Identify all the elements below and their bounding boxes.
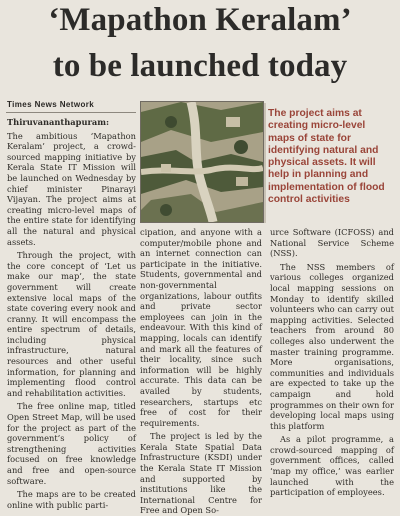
- paragraph: urce Software (ICFOSS) and National Service Scheme (NSS).: [270, 227, 394, 259]
- aerial-map-photo-icon: [140, 101, 264, 223]
- article-column-1: [7, 117, 136, 510]
- pull-quote-bar: [264, 103, 266, 223]
- paragraph: Through the project, with the core concept of ‘Let us make our map’, the state government will create extensive local maps of the state covering every nook and cranny. It will encompass the entire spectrum of details, including physical infrastructure, natural resources and other useful information, for planning and implementing flood control and rehabilitation activities.: [7, 250, 136, 398]
- pull-quote: The project aims at creating micro-level maps of state for identifying natural and physical assets. It will help in planning and implementation of flood control activities: [268, 108, 385, 206]
- byline: [7, 100, 137, 109]
- headline-line-1: ‘Mapathon Keralam’: [48, 2, 352, 38]
- paragraph: As a pilot programme, a crowd-sourced mapping of government offices, called ‘map my office,’ was earlier launched with the participation of employees.: [270, 434, 394, 498]
- paragraph: The NSS members of various colleges organized local mapping sessions on Monday to identify skilled volunteers who can carry out mapping activities. Selected teachers from around 80 colleges also underwent the master training programme. More organisations, communities and individuals are expected to take up the campaign and hold programmes on their own for developing local maps using this platform: [270, 261, 394, 431]
- dateline: Thiruvananthapuram:: [7, 117, 110, 127]
- article-column-2: [140, 227, 262, 516]
- headline-line-2: to be launched today: [52, 48, 348, 84]
- paragraph: The free online map, titled Open Street Map, will be used for the project as part of the government’s policy of strengthening activities focused on free knowledge and free and open-source software.: [7, 401, 136, 486]
- byline-prefix: Times: [7, 100, 32, 109]
- paragraph: The maps are to be created online with public parti-: [7, 489, 136, 510]
- paragraph: The project is led by the Kerala State Spatial Data Infrastructure (KSDI) under the Kerala State IT Mission and supported by institutions like the International Centre for Free and Open So-: [140, 431, 262, 516]
- byline-rule: [6, 112, 136, 113]
- paragraph: The ambitious ‘Mapathon Keralam’ project, a crowd-sourced mapping initiative by Kerala State IT Mission will be launched on Wednesday by chief minister Pinarayi Vijayan. The project aims at creating micro-level maps of the entire state for identifying all the natural and physical assets.: [7, 130, 136, 247]
- paragraph: cipation, and anyone with a computer/mobile phone and an internet connection can participate in the initiative. Students, governmental and non-governmental organizations, labour outfits and private sector employees can join in the endeavour. With this kind of mapping, locals can identify and mark all the features of their locality, since such information will be highly accurate. This data can be availed by students, researchers, startups etc free of cost for their requirements.: [140, 227, 262, 428]
- article-column-3: [270, 227, 394, 498]
- byline-name: News Network: [34, 100, 95, 109]
